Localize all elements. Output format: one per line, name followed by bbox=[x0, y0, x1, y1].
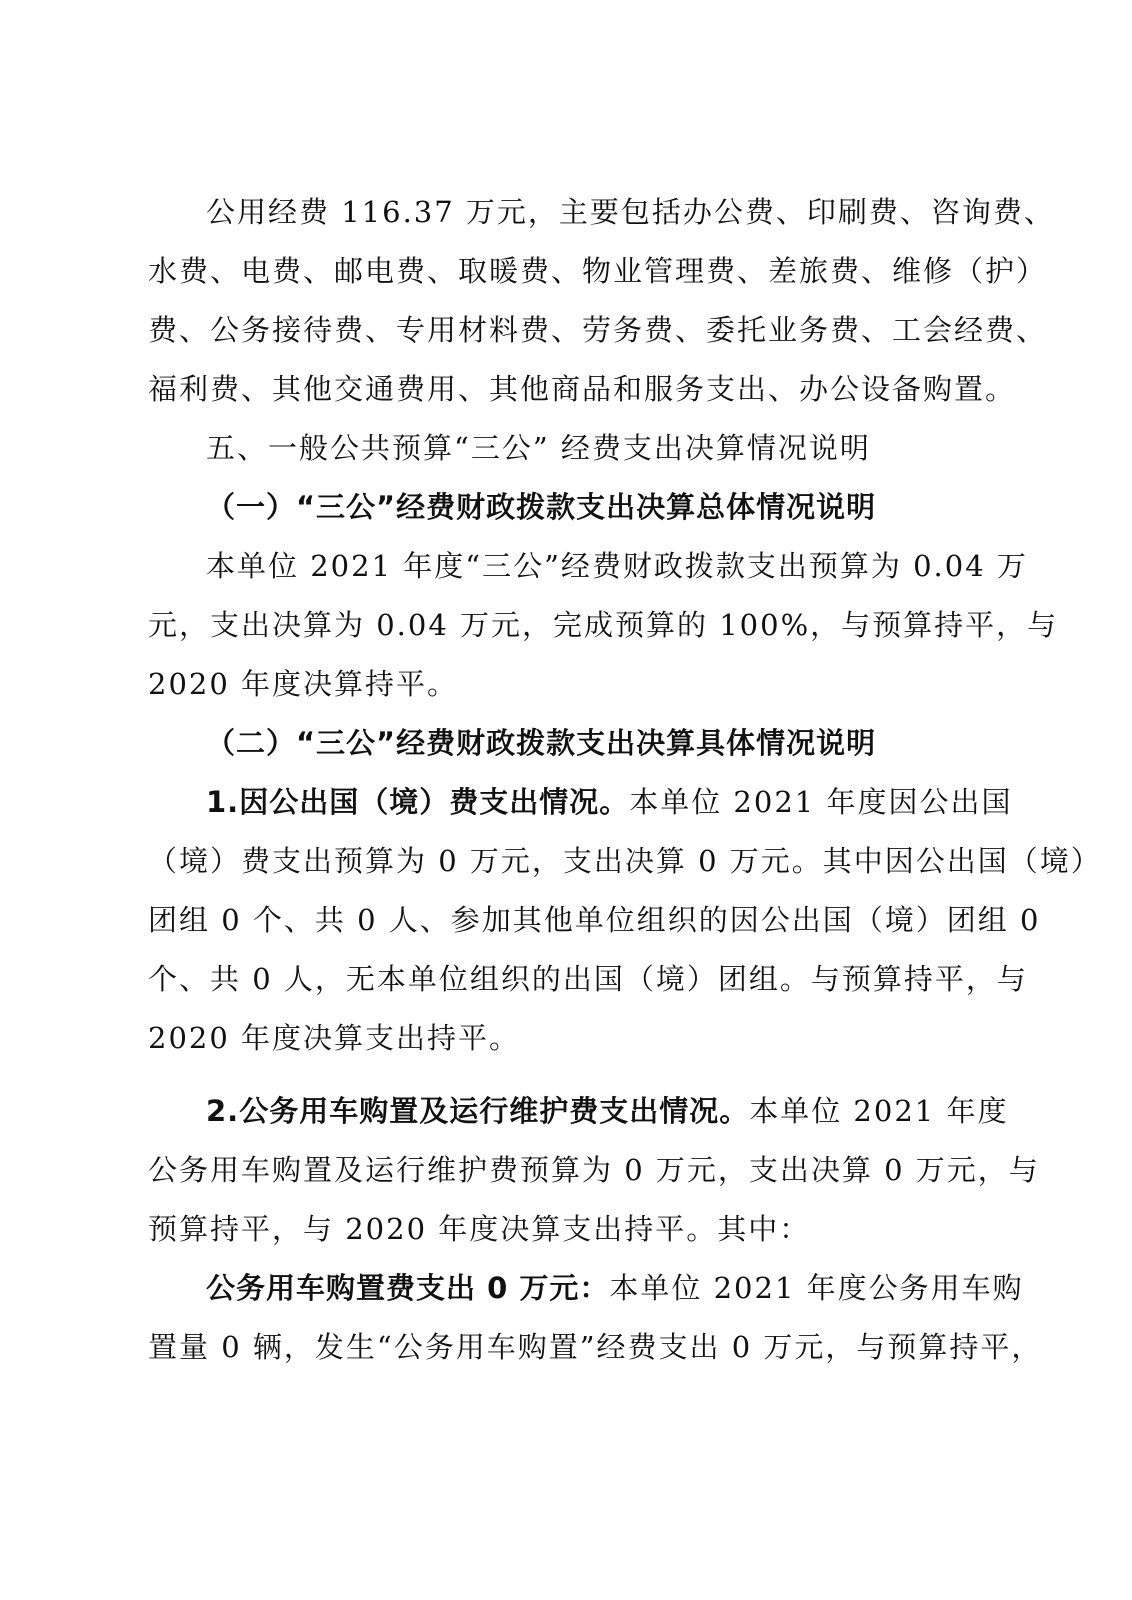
section-heading: 五、一般公共预算“三公” 经费支出决算情况说明 bbox=[206, 431, 871, 465]
paragraph-line: 元，支出决算为 0.04 万元，完成预算的 100%，与预算持平，与 bbox=[148, 608, 1059, 642]
paragraph-line bbox=[148, 773, 1013, 832]
item-text: 本单位 2021 年度因公出国 bbox=[629, 785, 1013, 819]
paragraph-line: 公务用车购置及运行维护费预算为 0 万元，支出决算 0 万元，与 bbox=[148, 1153, 1040, 1187]
paragraph-line: 个、共 0 人，无本单位组织的出国（境）团组。与预算持平，与 bbox=[148, 962, 1028, 996]
subsection-heading: （二）“三公”经费财政拨款支出决算具体情况说明 bbox=[206, 726, 877, 760]
paragraph-line: 预算持平，与 2020 年度决算支出持平。其中： bbox=[148, 1212, 811, 1246]
paragraph-line bbox=[148, 1259, 1024, 1318]
paragraph-gap bbox=[148, 1068, 988, 1082]
paragraph-line: 2020 年度决算持平。 bbox=[148, 667, 459, 701]
item-label: 公务用车购置费支出 0 万元： bbox=[206, 1271, 610, 1305]
paragraph-line: 团组 0 个、共 0 人、参加其他单位组织的因公出国（境）团组 0 bbox=[148, 903, 1041, 937]
document-body bbox=[148, 183, 1102, 1377]
paragraph-line: 本单位 2021 年度“三公”经费财政拨款支出预算为 0.04 万 bbox=[206, 549, 1028, 583]
paragraph-line: 福利费、其他交通费用、其他商品和服务支出、办公设备购置。 bbox=[148, 372, 1017, 406]
item-text: 本单位 2021 年度公务用车购 bbox=[609, 1271, 1024, 1305]
item-label: 2.公务用车购置及运行维护费支出情况。 bbox=[206, 1094, 750, 1128]
paragraph-line bbox=[148, 1082, 1009, 1141]
paragraph-line: （境）费支出预算为 0 万元，支出决算 0 万元。其中因公出国（境） bbox=[148, 844, 1102, 878]
paragraph-line: 2020 年度决算支出持平。 bbox=[148, 1021, 521, 1055]
item-label: 1.因公出国（境）费支出情况。 bbox=[206, 785, 630, 819]
subsection-heading: （一）“三公”经费财政拨款支出决算总体情况说明 bbox=[206, 490, 877, 524]
paragraph-line: 公用经费 116.37 万元，主要包括办公费、印刷费、咨询费、 bbox=[206, 195, 1055, 229]
item-text: 本单位 2021 年度 bbox=[749, 1094, 1009, 1128]
paragraph-line: 水费、电费、邮电费、取暖费、物业管理费、差旅费、维修（护） bbox=[148, 254, 1048, 288]
paragraph-line: 置量 0 辆，发生“公务用车购置”经费支出 0 万元，与预算持平， bbox=[148, 1330, 1043, 1364]
paragraph-line: 费、公务接待费、专用材料费、劳务费、委托业务费、工会经费、 bbox=[148, 313, 1048, 347]
